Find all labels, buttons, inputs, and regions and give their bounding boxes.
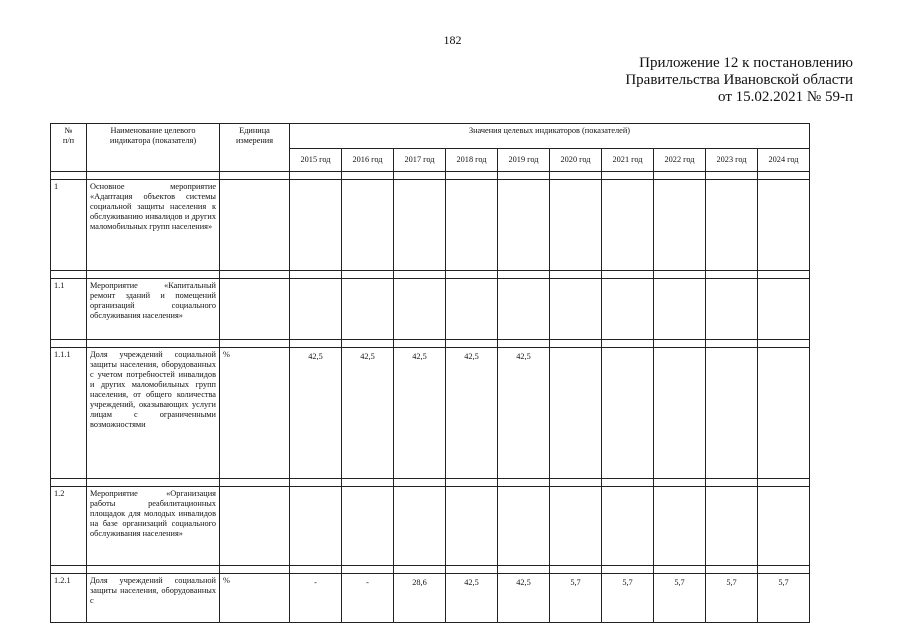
value-cell — [446, 487, 498, 566]
appendix-header — [625, 55, 853, 106]
value-cell: 42,5 — [446, 574, 498, 623]
spacer-cell — [654, 271, 706, 279]
value-cell — [602, 348, 654, 479]
spacer-cell — [446, 566, 498, 574]
value-cell — [602, 180, 654, 271]
spacer-cell — [342, 340, 394, 348]
appendix-line-3: от 15.02.2021 № 59-п — [718, 89, 853, 105]
appendix-line-1: Приложение 12 к постановлению — [639, 55, 853, 71]
spacer-cell — [220, 172, 290, 180]
value-cell — [550, 487, 602, 566]
spacer-cell — [394, 340, 446, 348]
spacer-cell — [654, 566, 706, 574]
spacer-cell — [758, 172, 810, 180]
value-cell — [706, 487, 758, 566]
value-cell — [394, 279, 446, 340]
spacer-cell — [342, 172, 394, 180]
table-body — [51, 172, 810, 623]
spacer-cell — [550, 566, 602, 574]
value-cell — [446, 279, 498, 340]
value-cell — [550, 180, 602, 271]
spacer-cell — [342, 271, 394, 279]
value-cell: - — [342, 574, 394, 623]
spacer-row — [51, 271, 810, 279]
page-number: 182 — [443, 33, 462, 47]
spacer-cell — [758, 479, 810, 487]
value-cell: 42,5 — [498, 574, 550, 623]
spacer-row — [51, 340, 810, 348]
spacer-cell — [87, 566, 220, 574]
spacer-cell — [602, 340, 654, 348]
value-cell — [602, 487, 654, 566]
spacer-cell — [290, 566, 342, 574]
spacer-cell — [342, 566, 394, 574]
unit-cell — [220, 279, 290, 340]
spacer-cell — [550, 172, 602, 180]
spacer-cell — [51, 340, 87, 348]
indicator-name: Мероприятие «Организация работы реабилитационных площадок для молодых инвалидов на базе организаций социального обслуживания населения» — [87, 487, 220, 566]
spacer-cell — [602, 271, 654, 279]
spacer-cell — [758, 271, 810, 279]
row-number: 1.1 — [51, 279, 87, 340]
value-cell — [706, 180, 758, 271]
appendix-line-2: Правительства Ивановской области — [625, 72, 853, 88]
spacer-cell — [394, 479, 446, 487]
spacer-cell — [706, 172, 758, 180]
spacer-cell — [498, 479, 550, 487]
value-cell — [758, 348, 810, 479]
value-cell — [342, 180, 394, 271]
spacer-cell — [220, 566, 290, 574]
header-values-group: Значения целевых индикаторов (показателей) — [290, 124, 810, 149]
spacer-cell — [51, 271, 87, 279]
header-unit: Единица измерения — [220, 124, 290, 172]
value-cell: 42,5 — [394, 348, 446, 479]
spacer-cell — [446, 479, 498, 487]
spacer-cell — [498, 271, 550, 279]
value-cell — [706, 348, 758, 479]
indicators-table — [50, 123, 810, 623]
spacer-cell — [654, 479, 706, 487]
spacer-cell — [290, 271, 342, 279]
spacer-cell — [446, 340, 498, 348]
header-year: 2023 год — [706, 149, 758, 172]
unit-cell — [220, 180, 290, 271]
spacer-cell — [654, 340, 706, 348]
spacer-row — [51, 566, 810, 574]
unit-cell: % — [220, 574, 290, 623]
row-number: 1.2 — [51, 487, 87, 566]
spacer-cell — [394, 172, 446, 180]
header-num — [51, 124, 87, 172]
value-cell — [758, 279, 810, 340]
header-row-1 — [51, 124, 810, 149]
spacer-cell — [220, 340, 290, 348]
spacer-cell — [394, 271, 446, 279]
value-cell — [758, 180, 810, 271]
spacer-cell — [87, 271, 220, 279]
value-cell — [654, 279, 706, 340]
indicator-name: Доля учреждений социальной защиты населения, оборудованных с учетом потребностей инвалидов и других маломобильных групп населения, от общего количества учреждений, оказывающих услуги лицам с ограниченными возможностями — [87, 348, 220, 479]
value-cell — [498, 279, 550, 340]
row-number: 1.2.1 — [51, 574, 87, 623]
value-cell — [290, 487, 342, 566]
spacer-cell — [706, 271, 758, 279]
header-year: 2019 год — [498, 149, 550, 172]
value-cell — [498, 487, 550, 566]
spacer-cell — [446, 172, 498, 180]
value-cell — [290, 180, 342, 271]
value-cell — [706, 279, 758, 340]
header-num-line-2: п/п — [62, 136, 75, 145]
header-indicator-name: Наименование целевого индикатора (показателя) — [87, 124, 220, 172]
value-cell: 5,7 — [654, 574, 706, 623]
spacer-cell — [498, 172, 550, 180]
value-cell — [654, 487, 706, 566]
spacer-cell — [220, 479, 290, 487]
header-year: 2024 год — [758, 149, 810, 172]
table-row — [51, 487, 810, 566]
value-cell — [550, 279, 602, 340]
spacer-cell — [87, 340, 220, 348]
header-year: 2015 год — [290, 149, 342, 172]
spacer-cell — [290, 172, 342, 180]
header-num-line-1: № — [64, 126, 73, 135]
header-year: 2022 год — [654, 149, 706, 172]
row-number: 1 — [51, 180, 87, 271]
spacer-cell — [290, 340, 342, 348]
header-year: 2020 год — [550, 149, 602, 172]
value-cell — [446, 180, 498, 271]
spacer-cell — [290, 479, 342, 487]
spacer-cell — [394, 566, 446, 574]
value-cell — [394, 487, 446, 566]
table-row — [51, 180, 810, 271]
spacer-cell — [51, 172, 87, 180]
value-cell — [550, 348, 602, 479]
value-cell: 42,5 — [290, 348, 342, 479]
spacer-cell — [342, 479, 394, 487]
spacer-cell — [602, 566, 654, 574]
table-row — [51, 279, 810, 340]
indicator-name: Основное мероприятие «Адаптация объектов системы социальной защиты населения к обслуживанию инвалидов и других маломобильных групп населения» — [87, 180, 220, 271]
value-cell: 5,7 — [706, 574, 758, 623]
value-cell: 28,6 — [394, 574, 446, 623]
value-cell: - — [290, 574, 342, 623]
spacer-cell — [758, 566, 810, 574]
spacer-cell — [706, 566, 758, 574]
spacer-cell — [758, 340, 810, 348]
table-row — [51, 348, 810, 479]
value-cell — [290, 279, 342, 340]
spacer-cell — [550, 271, 602, 279]
spacer-cell — [602, 479, 654, 487]
spacer-cell — [220, 271, 290, 279]
value-cell: 5,7 — [758, 574, 810, 623]
value-cell — [654, 348, 706, 479]
value-cell — [758, 487, 810, 566]
spacer-cell — [602, 172, 654, 180]
spacer-row — [51, 172, 810, 180]
spacer-cell — [446, 271, 498, 279]
header-year: 2017 год — [394, 149, 446, 172]
row-number: 1.1.1 — [51, 348, 87, 479]
spacer-cell — [498, 340, 550, 348]
spacer-cell — [87, 172, 220, 180]
value-cell: 5,7 — [550, 574, 602, 623]
value-cell — [602, 279, 654, 340]
spacer-cell — [706, 479, 758, 487]
value-cell: 42,5 — [446, 348, 498, 479]
spacer-cell — [51, 566, 87, 574]
value-cell — [498, 180, 550, 271]
indicator-name: Мероприятие «Капитальный ремонт зданий и помещений организаций социального обслуживания населения» — [87, 279, 220, 340]
value-cell — [654, 180, 706, 271]
indicator-name: Доля учреждений социальной защиты населения, оборудованных с — [87, 574, 220, 623]
value-cell: 5,7 — [602, 574, 654, 623]
header-year: 2018 год — [446, 149, 498, 172]
header-year: 2021 год — [602, 149, 654, 172]
unit-cell — [220, 487, 290, 566]
spacer-cell — [498, 566, 550, 574]
spacer-cell — [550, 340, 602, 348]
header-year: 2016 год — [342, 149, 394, 172]
spacer-cell — [654, 172, 706, 180]
spacer-row — [51, 479, 810, 487]
spacer-cell — [550, 479, 602, 487]
value-cell: 42,5 — [342, 348, 394, 479]
value-cell: 42,5 — [498, 348, 550, 479]
value-cell — [394, 180, 446, 271]
spacer-cell — [706, 340, 758, 348]
value-cell — [342, 279, 394, 340]
spacer-cell — [87, 479, 220, 487]
unit-cell: % — [220, 348, 290, 479]
value-cell — [342, 487, 394, 566]
spacer-cell — [51, 479, 87, 487]
table-row — [51, 574, 810, 623]
